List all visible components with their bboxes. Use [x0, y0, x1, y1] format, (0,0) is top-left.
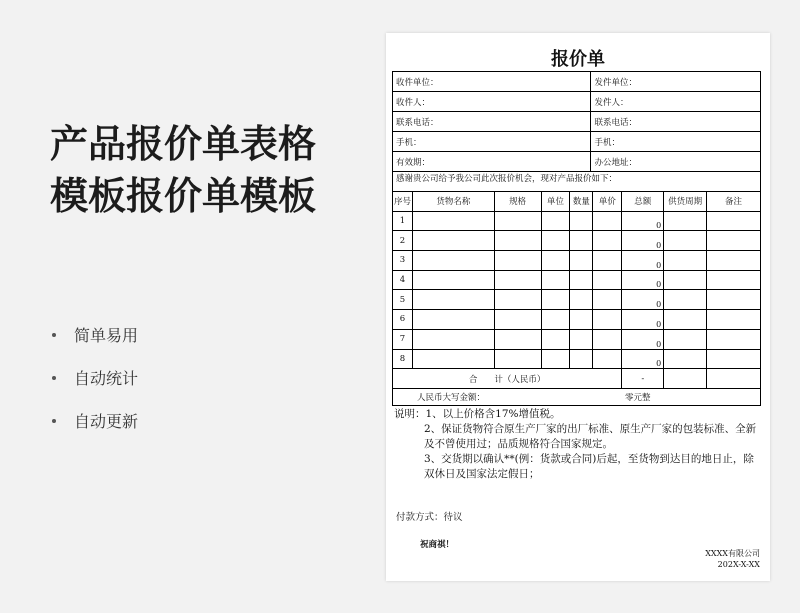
note-1: 说明：1、以上价格含17%增值税。 [394, 408, 561, 420]
sheet-title: 报价单 [551, 49, 605, 70]
table-cell [707, 211, 761, 231]
table-cell [664, 349, 707, 369]
table-cell [570, 310, 593, 330]
row-total: 0 [622, 231, 664, 251]
column-header: 备注 [707, 192, 761, 212]
table-cell [541, 231, 570, 251]
row-index: 8 [393, 349, 413, 369]
table-cell [593, 211, 622, 231]
table-cell [541, 251, 570, 271]
table-cell [593, 310, 622, 330]
table-row [393, 251, 761, 271]
row-index: 6 [393, 310, 413, 330]
table-cell [412, 329, 494, 349]
row-index: 7 [393, 329, 413, 349]
sheet-date: 202X-X-XX [717, 560, 760, 569]
table-row [393, 231, 761, 251]
table-cell [707, 231, 761, 251]
column-header: 序号 [393, 192, 413, 212]
column-header: 数量 [570, 192, 593, 212]
table-cell [707, 251, 761, 271]
row-total: 0 [622, 329, 664, 349]
note-2: 2、保证货物符合原生产厂家的出厂标准、原生产厂家的包装标准、全新及不曾使用过；品质规格符合国家规定。 [424, 423, 757, 450]
info-cell: 发件单位： [591, 72, 761, 92]
bullet-icon [52, 333, 56, 337]
table-cell [494, 231, 541, 251]
table-cell [570, 231, 593, 251]
table-cell [494, 251, 541, 271]
row-total: 0 [622, 290, 664, 310]
info-row [393, 92, 761, 112]
note-3: 3、交货期以确认**(例：货款或合同)后起，至货物到达目的地日止，除双休日及国家法定假日； [424, 453, 754, 480]
table-cell [664, 290, 707, 310]
info-row [393, 112, 761, 132]
feature-item [52, 356, 138, 399]
table-cell [412, 211, 494, 231]
row-index: 3 [393, 251, 413, 271]
row-total: 0 [622, 251, 664, 271]
table-cell [570, 251, 593, 271]
table-cell [593, 270, 622, 290]
table-cell [664, 310, 707, 330]
quotation-sheet [386, 33, 770, 581]
table-cell [707, 369, 761, 389]
row-index: 2 [393, 231, 413, 251]
feature-label: 简单易用 [74, 326, 139, 345]
table-cell [593, 251, 622, 271]
info-cell: 联系电话： [591, 112, 761, 132]
table-cell [707, 270, 761, 290]
rmb-label: 人民币大写金额： [417, 393, 486, 403]
table-cell [570, 211, 593, 231]
table-cell [570, 329, 593, 349]
promo-title [50, 118, 370, 222]
table-row [393, 290, 761, 310]
table-cell [541, 270, 570, 290]
table-cell [541, 349, 570, 369]
table-cell [707, 310, 761, 330]
table-cell [412, 231, 494, 251]
info-cell: 联系电话： [393, 112, 591, 132]
rmb-value: 零元整 [625, 393, 651, 403]
company-name: XXXX有限公司 [705, 549, 760, 558]
column-header: 总额 [622, 192, 664, 212]
table-cell [412, 251, 494, 271]
promo-title-line-2: 模板报价单模板 [50, 174, 317, 218]
amount-in-words-row [392, 388, 761, 406]
table-cell [412, 349, 494, 369]
promo-title-line-1: 产品报价单表格 [50, 122, 317, 166]
table-cell [664, 211, 707, 231]
sum-value: - [622, 369, 664, 389]
table-cell [664, 329, 707, 349]
table-cell [412, 290, 494, 310]
column-header: 供货周期 [664, 192, 707, 212]
info-cell: 有效期： [393, 152, 591, 172]
table-row [393, 211, 761, 231]
table-cell [593, 349, 622, 369]
table-cell [570, 349, 593, 369]
table-cell [570, 270, 593, 290]
column-header: 单价 [593, 192, 622, 212]
table-cell [664, 369, 707, 389]
bullet-icon [52, 376, 56, 380]
contact-info-table [392, 71, 761, 172]
sum-label: 合 计（人民币） [393, 369, 622, 389]
column-header: 单位 [541, 192, 570, 212]
items-table [392, 191, 761, 389]
table-cell [570, 290, 593, 310]
table-cell [541, 310, 570, 330]
greeting: 祝商祺！ [420, 540, 455, 550]
thanks-line: 感谢贵公司给予我公司此次报价机会，现对产品报价如下： [392, 169, 761, 192]
row-total: 0 [622, 270, 664, 290]
table-cell [541, 329, 570, 349]
info-cell: 收件人： [393, 92, 591, 112]
table-row [393, 349, 761, 369]
table-cell [494, 270, 541, 290]
column-header: 货物名称 [412, 192, 494, 212]
info-cell: 手机： [393, 132, 591, 152]
bullet-icon [52, 419, 56, 423]
row-total: 0 [622, 310, 664, 330]
feature-item [52, 313, 138, 356]
info-cell: 发件人： [591, 92, 761, 112]
info-cell: 收件单位： [393, 72, 591, 92]
row-index: 5 [393, 290, 413, 310]
table-cell [494, 211, 541, 231]
payment-terms: 付款方式：待议 [396, 512, 463, 523]
table-cell [593, 231, 622, 251]
row-index: 1 [393, 211, 413, 231]
notes [394, 407, 760, 482]
table-cell [707, 329, 761, 349]
row-index: 4 [393, 270, 413, 290]
table-cell [593, 290, 622, 310]
feature-list [52, 313, 138, 442]
table-cell [541, 211, 570, 231]
table-cell [593, 329, 622, 349]
table-cell [494, 310, 541, 330]
column-header: 规格 [494, 192, 541, 212]
table-row [393, 310, 761, 330]
table-cell [494, 349, 541, 369]
table-cell [664, 251, 707, 271]
table-cell [664, 270, 707, 290]
table-row [393, 270, 761, 290]
feature-label: 自动更新 [74, 412, 139, 431]
sum-row [393, 369, 761, 389]
info-cell: 办公地址： [591, 152, 761, 172]
table-cell [494, 329, 541, 349]
row-total: 0 [622, 349, 664, 369]
feature-item [52, 399, 138, 442]
row-total: 0 [622, 211, 664, 231]
info-row [393, 132, 761, 152]
table-cell [494, 290, 541, 310]
feature-label: 自动统计 [74, 369, 139, 388]
table-cell [541, 290, 570, 310]
table-cell [412, 270, 494, 290]
table-cell [412, 310, 494, 330]
table-row [393, 329, 761, 349]
info-row [393, 72, 761, 92]
table-cell [664, 231, 707, 251]
table-cell [707, 349, 761, 369]
info-cell: 手机： [591, 132, 761, 152]
table-cell [707, 290, 761, 310]
